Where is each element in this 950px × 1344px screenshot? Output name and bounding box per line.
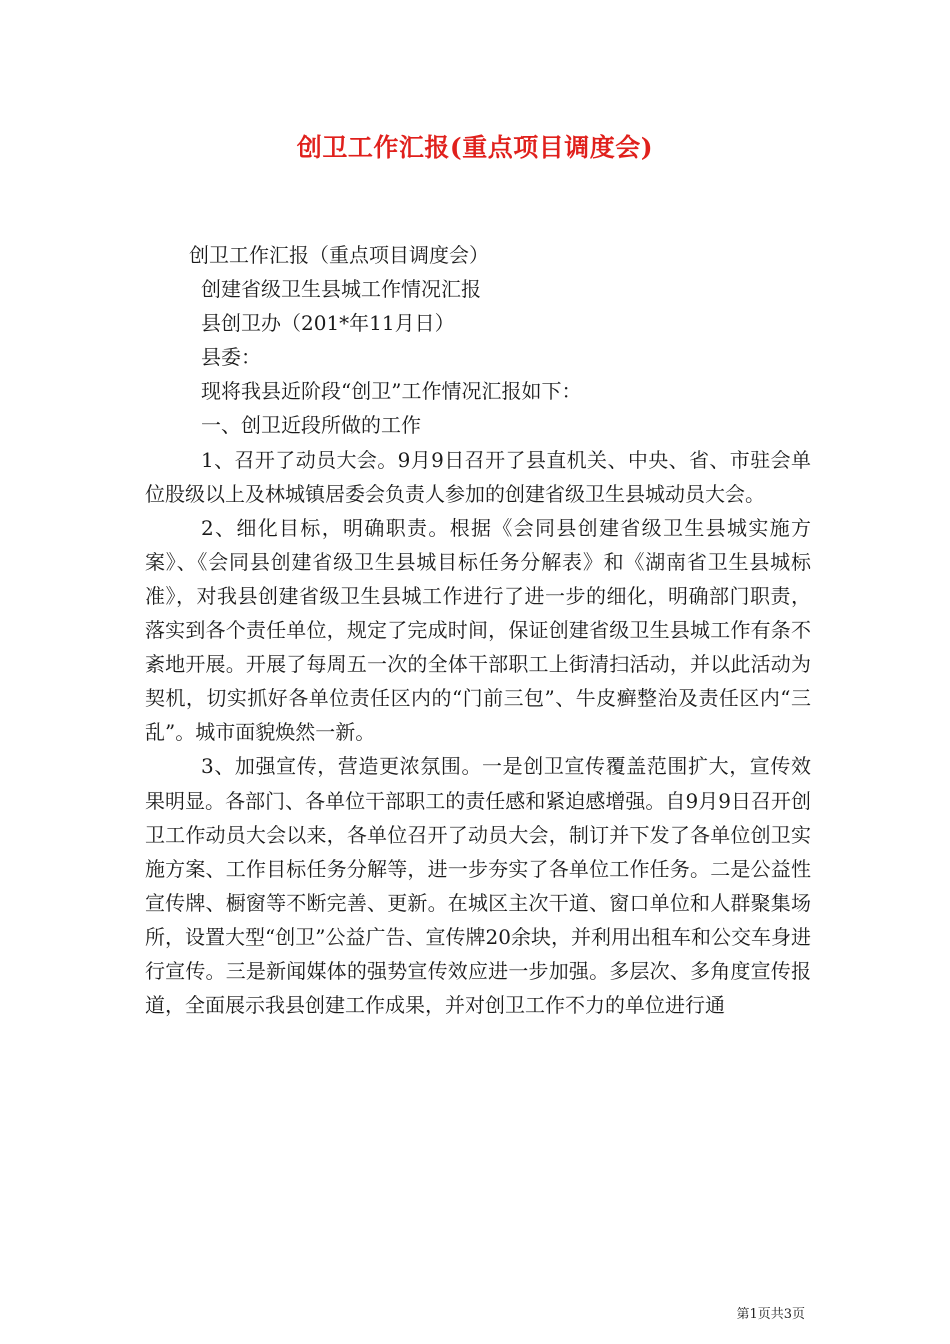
report-title: 创建省级卫生县城工作情况汇报 (201, 277, 481, 302)
paragraph-3: 3、加强宣传，营造更浓氛围。一是创卫宣传覆盖范围扩大，宣传效果明显。各部门、各单位干部职工的责任感和紧迫感增强。自9月9日召开创卫工作动员大会以来，各单位召开了动员大会，制订并下发了各单位创卫实施方案、工作目标任务分解等，进一步夯实了各单位工作任务。二是公益性宣传牌、橱窗等不断完善、更新。在城区主次干道、窗口单位和人群聚集场所，设置大型“创卫”公益广告、宣传牌20余块，并利用出租车和公交车身进行宣传。三是新闻媒体的强势宣传效应进一步加强。多层次、多角度宣传报道，全面展示我县创建工作成果，并对创卫工作不力的单位进行通 (145, 754, 811, 1018)
document-subtitle: 创卫工作汇报（重点项目调度会） (189, 243, 489, 267)
page-title: 创卫工作汇报(重点项目调度会) (296, 133, 654, 162)
recipient: 县委： (201, 345, 261, 370)
paragraph-1: 1、召开了动员大会。9月9日召开了县直机关、中央、省、市驻会单位股级以上及林城镇居委会负责人参加的创建省级卫生县城动员大会。 (145, 447, 811, 506)
issuer-date: 县创卫办（201*年11月日） (201, 311, 455, 336)
intro-line: 现将我县近阶段“创卫”工作情况汇报如下： (201, 379, 582, 404)
page-number: 第1页共3页 (736, 1307, 805, 1322)
section-heading: 一、创卫近段所做的工作 (201, 413, 421, 438)
paragraph-2: 2、细化目标，明确职责。根据《会同县创建省级卫生县城实施方案》、《会同县创建省级卫生县城目标任务分解表》和《湖南省卫生县城标准》，对我县创建省级卫生县城工作进行了进一步的细化，明确部门职责，落实到各个责任单位，规定了完成时间，保证创建省级卫生县城工作有条不紊地开展。开展了每周五一次的全体干部职工上街清扫活动，并以此活动为契机，切实抓好各单位责任区内的“门前三包”、牛皮癣整治及责任区内“三乱”。城市面貌焕然一新。 (145, 515, 811, 745)
document-body (145, 238, 811, 1022)
